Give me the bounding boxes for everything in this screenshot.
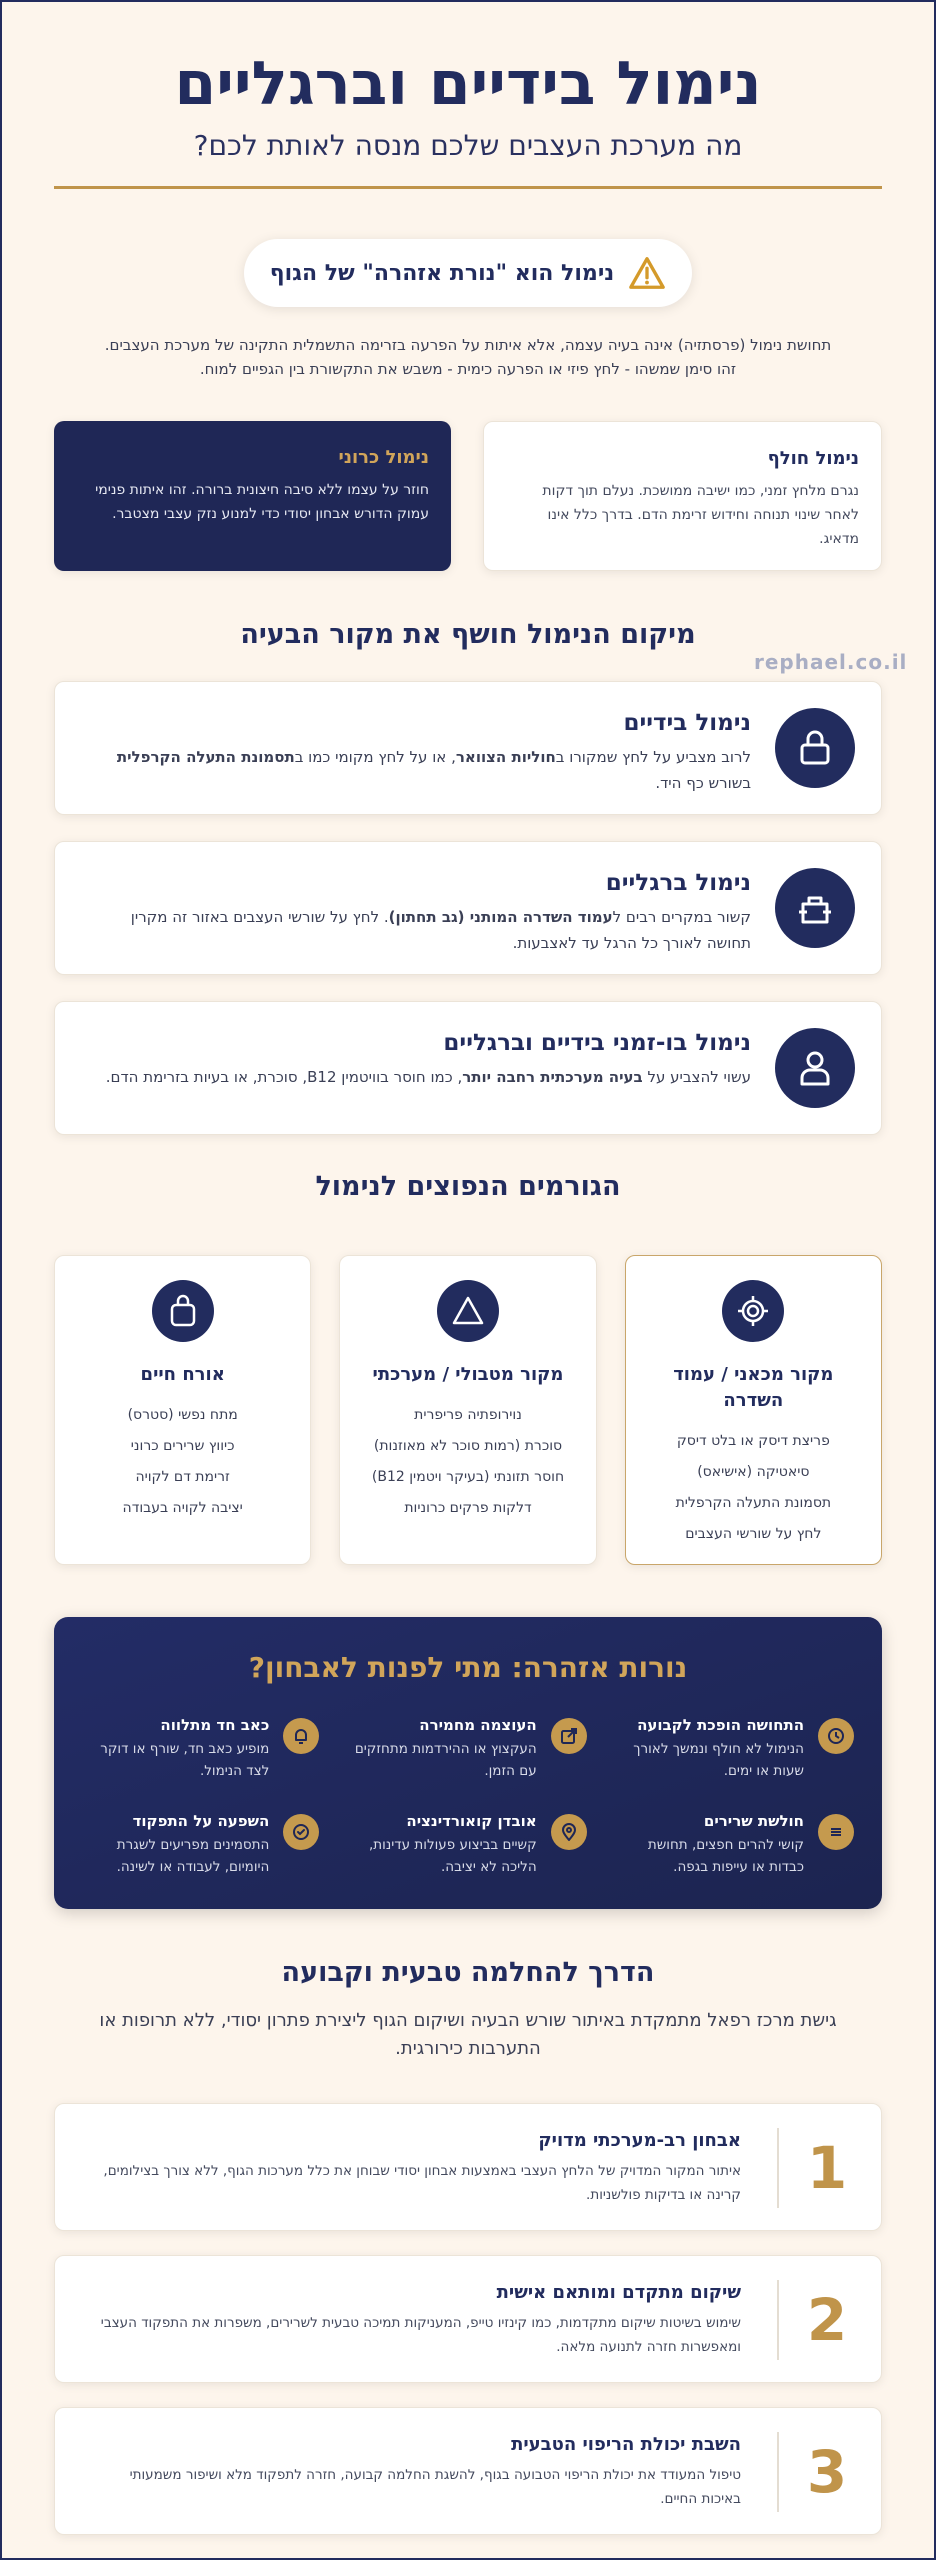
triangle-icon — [437, 1280, 499, 1342]
step-text: שימוש בשיטות שיקום מתקדמות, כמו קינזיו טייפ, המעניקות תמיכה טבעית לשרירים, משפרות את התפקוד העצבי ומאפשרות חזרה לתנועה מלאה. — [100, 2315, 741, 2355]
warning-item — [617, 1812, 854, 1878]
cause-item: כיווץ שרירים כרוני — [130, 1438, 235, 1454]
step-divider — [777, 2128, 779, 2208]
step-title: השבת יכולת הריפוי הטבעית — [511, 2434, 741, 2455]
warning-item-title: כאב חד מתלווה — [160, 1716, 270, 1734]
warning-item-text: קשיים בביצוע פעולות עדינות, הליכה לא יציבה. — [369, 1837, 537, 1875]
cause-item: דלקות פרקים כרוניות — [404, 1500, 532, 1516]
cause-item: סיאטיקה (אישיאס) — [697, 1464, 810, 1480]
step-title: אבחון רב-מערכתי מדויק — [538, 2130, 741, 2151]
pin-icon — [551, 1814, 587, 1850]
cause-item: נוירופתיה פריפרית — [414, 1407, 522, 1423]
step-divider — [777, 2280, 779, 2360]
intro-text: תחושת נימול (פרסתזיה) אינה בעיה עצמה, אלא איתות על הפרעה בזרימה התשמלית התקינה של מערכת העצבים. זהו סימן שמשהו - לחץ פיזי או הפרעה כימית - משבש את התקשורת בין הגפיים למוח. — [104, 336, 832, 378]
cause-item: מתח נפשי (סטרס) — [127, 1407, 238, 1423]
chronic-title: נימול כרוני — [338, 447, 429, 468]
location-title: מיקום הנימול חושף את מקור הבעיה — [240, 619, 696, 650]
step-number: 1 — [806, 2134, 848, 2202]
target-icon — [722, 1280, 784, 1342]
causes-title: הגורמים הנפוצים לנימול — [315, 1171, 621, 1202]
location-card-title: נימול בו-זמני בידיים וברגליים — [443, 1030, 751, 1056]
cause-item: חוסר תזונתי (בעיקר ויטמין B12) — [371, 1469, 565, 1485]
path-subtitle: גישת מרכז רפאל מתמקדת באיתור שורש הבעיה ושיקום הגוף ליצירת פתרון יסודי, ללא תרופות או התערבות כירורגית. — [99, 2010, 837, 2059]
transient-text: נגרם מלחץ זמני, כמו ישיבה ממושכת. נעלם תוך דקות לאחר שינוי תנוחה וחידוש זרימת הדם. בדרך כלל אינו מדאיג. — [542, 483, 859, 547]
warning-item — [82, 1812, 319, 1878]
location-card-title: נימול בידיים — [623, 710, 751, 736]
location-card-hands — [54, 681, 882, 815]
page-title: נימול בידיים וברגליים — [174, 49, 762, 119]
path-title: הדרך להחלמה טבעית וקבועה — [281, 1957, 655, 1988]
foot-icon — [775, 868, 855, 948]
step-card — [54, 2255, 882, 2383]
step-text: טיפול המעודד את יכולת הריפוי הטבועה בגוף, להשגת החלמה קבועה, חזרה לתפקוד מלא ושיפור משמעותי באיכות החיים. — [129, 2467, 741, 2507]
warning-panel — [54, 1617, 882, 1909]
step-text: איתור המקור המדויק של הלחץ העצבי באמצעות אבחון יסודי שבוחן את כלל מערכות הגוף, ללא צורך בצילומים, קרינה או בדיקות פולשניות. — [103, 2163, 741, 2203]
chronic-text: חוזר על עצמו ללא סיבה חיצונית ברורה. זהו איתות פנימי עמוק הדורש אבחון יסודי כדי למנוע נזק עצבי מצטבר. — [95, 482, 429, 522]
location-card-title: נימול ברגליים — [605, 870, 751, 896]
warning-item-title: התחושה הופכת לקבועה — [637, 1716, 804, 1734]
cause-title: אורח חיים — [140, 1364, 225, 1385]
person-icon — [775, 1028, 855, 1108]
step-title: שיקום מתקדם ומותאם אישית — [496, 2282, 741, 2303]
step-number: 2 — [806, 2286, 848, 2354]
arrow-out-icon — [551, 1718, 587, 1754]
warning-item-title: העוצמה מחמירה — [419, 1716, 537, 1734]
alarm-pill — [244, 239, 693, 307]
page — [54, 0, 908, 2559]
clock-icon — [818, 1718, 854, 1754]
cause-item: זרימת דם לקויה — [135, 1469, 230, 1485]
cause-card-metabolic — [339, 1255, 596, 1565]
chronic-box — [54, 421, 451, 571]
warning-item-title: אובדן קואורדינציה — [406, 1812, 537, 1830]
warning-item-text: הנימול לא חולף ונמשך לאורך שעות או ימים. — [633, 1741, 804, 1779]
cause-item: סוכרת (רמות סוכר לא מאוזנות) — [373, 1438, 563, 1454]
warning-item-text: העקצוץ או ההירדמות מתחזקים עם הזמן. — [354, 1741, 537, 1779]
warning-item-title: השפעה על התפקוד — [132, 1812, 270, 1830]
transient-box — [483, 421, 882, 571]
menu-icon — [818, 1814, 854, 1850]
warning-item-text: התסמינים מפריעים לשגרת היומיום, לעבודה או לשינה. — [116, 1837, 270, 1875]
step-card — [54, 2407, 882, 2535]
step-number: 3 — [806, 2438, 848, 2506]
cause-title: מקור מטבולי / מערכתי — [372, 1364, 564, 1385]
location-card-both — [54, 1001, 882, 1135]
bag-icon — [152, 1280, 214, 1342]
cause-title: מקור מכאני / עמוד השדרה — [673, 1364, 834, 1411]
cause-item: תסמונת התעלה הקרפלית — [675, 1495, 832, 1511]
watermark: rephael.co.il — [754, 650, 908, 674]
step-card — [54, 2103, 882, 2231]
alarm-label: נימול הוא "נורת אזהרה" של הגוף — [269, 260, 615, 286]
transient-title: נימול חולף — [767, 448, 859, 469]
warning-item-text: מופיע כאב חד, שורף או דוקר לצד הנימול. — [100, 1741, 270, 1779]
bell-icon — [283, 1718, 319, 1754]
location-card-text: לרוב מצביע על לחץ שמקורו בחוליות הצוואר, או על לחץ מקומי כמו בתסמונת התעלה הקרפלית בשורש כף היד. — [116, 748, 751, 792]
location-card-legs — [54, 841, 882, 975]
cause-item: פריצת דיסק או בלט דיסק — [676, 1433, 830, 1449]
cause-item: יציבה לקויה בעבודה — [122, 1500, 243, 1516]
warning-item — [349, 1716, 586, 1782]
warning-item — [349, 1812, 586, 1878]
hand-icon — [775, 708, 855, 788]
warning-item-title: חולשת שרירים — [703, 1812, 804, 1830]
cause-card-mechanical — [625, 1255, 882, 1565]
location-card-text: קשור במקרים רבים לעמוד השדרה המותני (גב תחתון). לחץ על שורשי העצבים באזור זה מקרין תחושה לאורך כל הרגל עד לאצבעות. — [130, 908, 751, 952]
warning-item — [617, 1716, 854, 1782]
cause-item: לחץ על שורשי העצבים — [685, 1526, 822, 1542]
warning-title: נורות אזהרה: מתי לפנות לאבחון? — [248, 1651, 688, 1684]
step-divider — [777, 2432, 779, 2512]
cause-card-lifestyle — [54, 1255, 311, 1565]
warning-item-text: קושי להרים חפצים, תחושת כבדות או עייפות בגפה. — [647, 1837, 804, 1875]
warning-item — [82, 1716, 319, 1782]
page-subtitle: מה מערכת העצבים שלכם מנסה לאותת לכם? — [193, 129, 743, 162]
check-circle-icon — [283, 1814, 319, 1850]
header-divider — [54, 186, 882, 189]
location-card-text: עשוי להצביע על בעיה מערכתית רחבה יותר, כמו חוסר בוויטמין B12, סוכרת, או בעיות בזרימת הדם. — [105, 1068, 751, 1086]
warning-triangle-icon — [628, 255, 666, 291]
